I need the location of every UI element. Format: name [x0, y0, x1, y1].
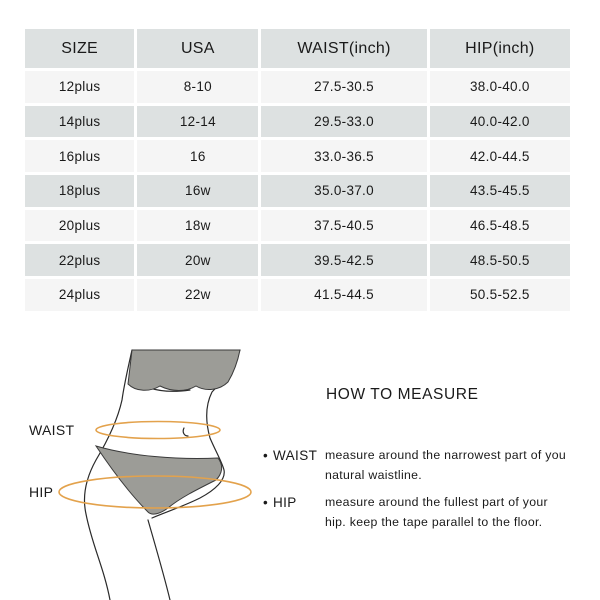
cell-hip: 43.5-45.5 [430, 175, 570, 207]
underwear-garment [96, 446, 222, 514]
hip-bullet [263, 495, 297, 510]
waist-figure-label: WAIST [29, 422, 75, 438]
header-usa: USA [137, 29, 258, 68]
cell-usa: 20w [137, 244, 258, 276]
cell-waist: 27.5-30.5 [261, 71, 426, 103]
size-chart-body [25, 71, 570, 311]
cell-hip: 42.0-44.5 [430, 140, 570, 172]
cell-waist: 29.5-33.0 [261, 106, 426, 138]
thigh-outline [148, 520, 170, 600]
cell-size: 12plus [25, 71, 134, 103]
table-row [25, 106, 570, 138]
hip-figure-label: HIP [29, 484, 54, 500]
waist-bullet-label: WAIST [273, 448, 318, 463]
body-measurement-illustration [0, 330, 320, 600]
cell-waist: 33.0-36.5 [261, 140, 426, 172]
cell-size: 14plus [25, 106, 134, 138]
header-row [25, 29, 570, 68]
header-size: SIZE [25, 29, 134, 68]
hip-instructions-line: hip. keep the tape parallel to the floor. [325, 514, 543, 529]
cell-usa: 16w [137, 175, 258, 207]
cell-usa: 18w [137, 210, 258, 242]
table-row [25, 175, 570, 207]
cell-usa: 8-10 [137, 71, 258, 103]
cell-waist: 41.5-44.5 [261, 279, 426, 311]
hip-instructions-line: measure around the fullest part of your [325, 495, 548, 509]
header-waist: WAIST(inch) [261, 29, 426, 68]
cell-waist: 35.0-37.0 [261, 175, 426, 207]
waist-tape [96, 422, 220, 439]
navel [183, 428, 188, 436]
waist-instructions [325, 446, 590, 485]
header-hip: HIP(inch) [430, 29, 570, 68]
cell-usa: 22w [137, 279, 258, 311]
hip-bullet-label: HIP [273, 495, 297, 510]
cell-size: 16plus [25, 140, 134, 172]
waist-bullet [263, 448, 317, 463]
cell-usa: 16 [137, 140, 258, 172]
cell-hip: 46.5-48.5 [430, 210, 570, 242]
table-row [25, 279, 570, 311]
cell-waist: 37.5-40.5 [261, 210, 426, 242]
bra-garment [128, 350, 240, 391]
cell-hip: 50.5-52.5 [430, 279, 570, 311]
waist-instructions-line: measure around the narrowest part of you [325, 448, 566, 462]
cell-hip: 40.0-42.0 [430, 106, 570, 138]
table-row [25, 140, 570, 172]
cell-size: 22plus [25, 244, 134, 276]
table-row [25, 210, 570, 242]
bullet-dot-icon: • [263, 448, 269, 463]
hip-instructions [325, 493, 590, 532]
how-to-measure-title: HOW TO MEASURE [326, 386, 479, 403]
cell-usa: 12-14 [137, 106, 258, 138]
cell-hip: 38.0-40.0 [430, 71, 570, 103]
cell-size: 18plus [25, 175, 134, 207]
size-chart-table [22, 26, 573, 314]
cell-waist: 39.5-42.5 [261, 244, 426, 276]
cell-size: 24plus [25, 279, 134, 311]
bullet-dot-icon: • [263, 495, 269, 510]
waist-instructions-line: natural waistline. [325, 467, 422, 482]
cell-size: 20plus [25, 210, 134, 242]
table-row [25, 71, 570, 103]
cell-hip: 48.5-50.5 [430, 244, 570, 276]
table-row [25, 244, 570, 276]
size-chart-header [25, 29, 570, 68]
